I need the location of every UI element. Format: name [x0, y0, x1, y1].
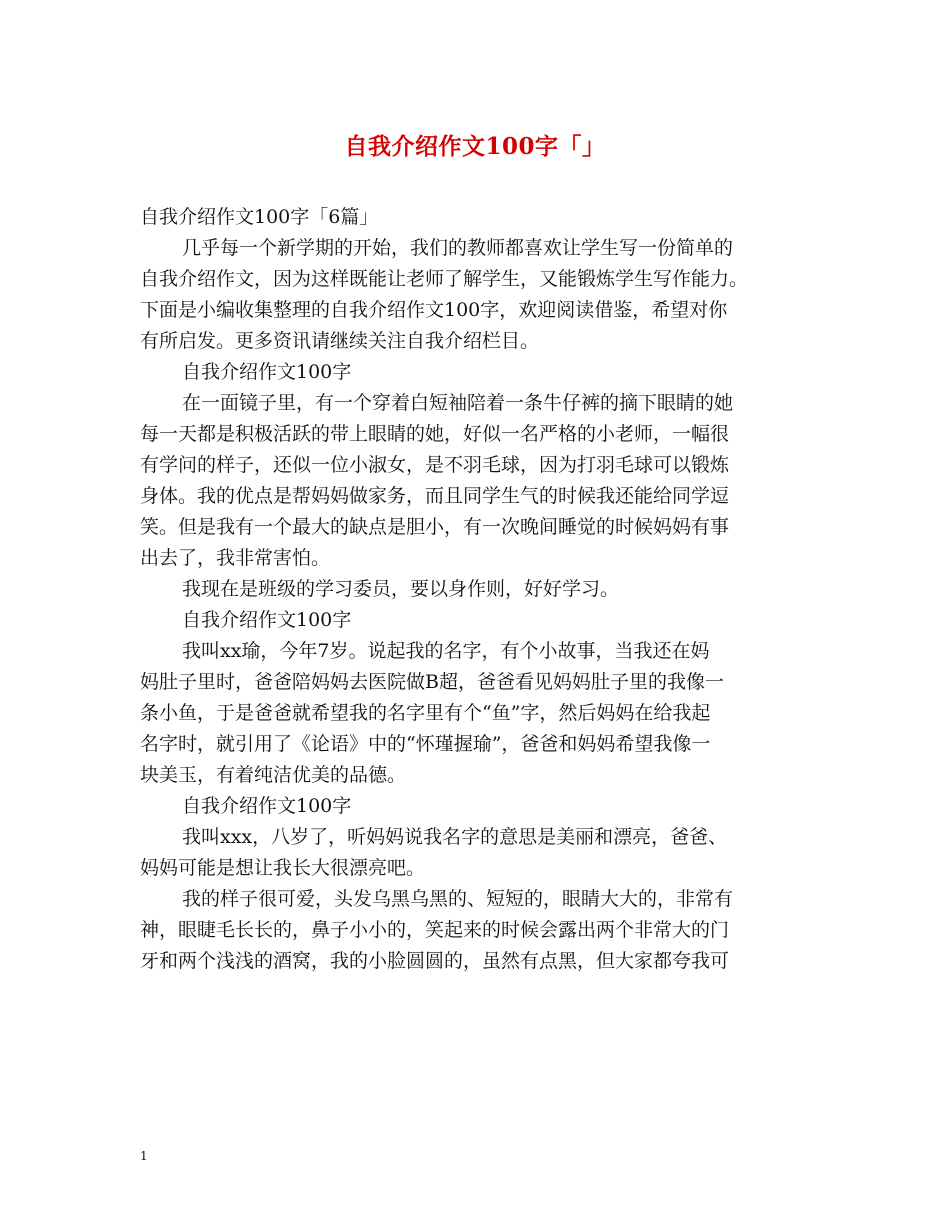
document-line: 有学问的样子，还似一位小淑女，是不羽毛球，因为打羽毛球可以锻炼 — [140, 454, 730, 476]
document-line: 名字时，就引用了《论语》中的“怀瑾握瑜”，爸爸和妈妈希望我像一 — [140, 733, 711, 755]
document-line: 妈妈可能是想让我长大很漂亮吧。 — [140, 857, 426, 879]
document-line: 每一天都是积极活跃的带上眼睛的她，好似一名严格的小老师，一幅很 — [140, 423, 730, 445]
document-line: 自我介绍作文，因为这样既能让老师了解学生，又能锻炼学生写作能力。 — [140, 268, 749, 290]
document-line: 妈肚子里时，爸爸陪妈妈去医院做B超，爸爸看见妈妈肚子里的我像一 — [140, 671, 724, 693]
document-line: 出去了，我非常害怕。 — [140, 547, 331, 569]
document-line: 自我介绍作文100字「6篇」 — [140, 206, 379, 228]
document-line: 条小鱼，于是爸爸就希望我的名字里有个“鱼”字，然后妈妈在给我起 — [140, 702, 711, 724]
section-heading: 自我介绍作文100字 — [182, 795, 352, 817]
document-line: 牙和两个浅浅的酒窝，我的小脸圆圆的，虽然有点黑，但大家都夸我可 — [140, 950, 730, 972]
section-heading: 自我介绍作文100字 — [182, 609, 352, 631]
document-body — [140, 202, 830, 977]
section-heading: 自我介绍作文100字 — [182, 361, 352, 383]
page-number: 1 — [140, 1149, 148, 1163]
document-line: 我叫xxx，八岁了，听妈妈说我名字的意思是美丽和漂亮，爸爸、 — [182, 826, 728, 848]
document-line: 我现在是班级的学习委员，要以身作则，好好学习。 — [182, 578, 620, 600]
document-line: 下面是小编收集整理的自我介绍作文100字，欢迎阅读借鉴，希望对你 — [140, 299, 728, 321]
document-title: 自我介绍作文100字「」 — [344, 133, 606, 160]
document-line: 我叫xx瑜，今年7岁。说起我的名字，有个小故事，当我还在妈 — [182, 640, 710, 662]
document-line: 神，眼睫毛长长的，鼻子小小的，笑起来的时候会露出两个非常大的门 — [140, 919, 730, 941]
document-line: 几乎每一个新学期的开始，我们的教师都喜欢让学生写一份简单的 — [182, 237, 734, 259]
document-line: 块美玉，有着纯洁优美的品德。 — [140, 764, 407, 786]
document-line: 笑。但是我有一个最大的缺点是胆小，有一次晚间睡觉的时候妈妈有事 — [140, 516, 730, 538]
document-line: 我的样子很可爱，头发乌黑乌黑的、短短的，眼睛大大的，非常有 — [182, 888, 734, 910]
document-line: 有所启发。更多资讯请继续关注自我介绍栏目。 — [140, 330, 540, 352]
document-line: 在一面镜子里，有一个穿着白短袖陪着一条牛仔裤的摘下眼睛的她 — [182, 392, 734, 414]
document-line: 身体。我的优点是帮妈妈做家务，而且同学生气的时候我还能给同学逗 — [140, 485, 730, 507]
